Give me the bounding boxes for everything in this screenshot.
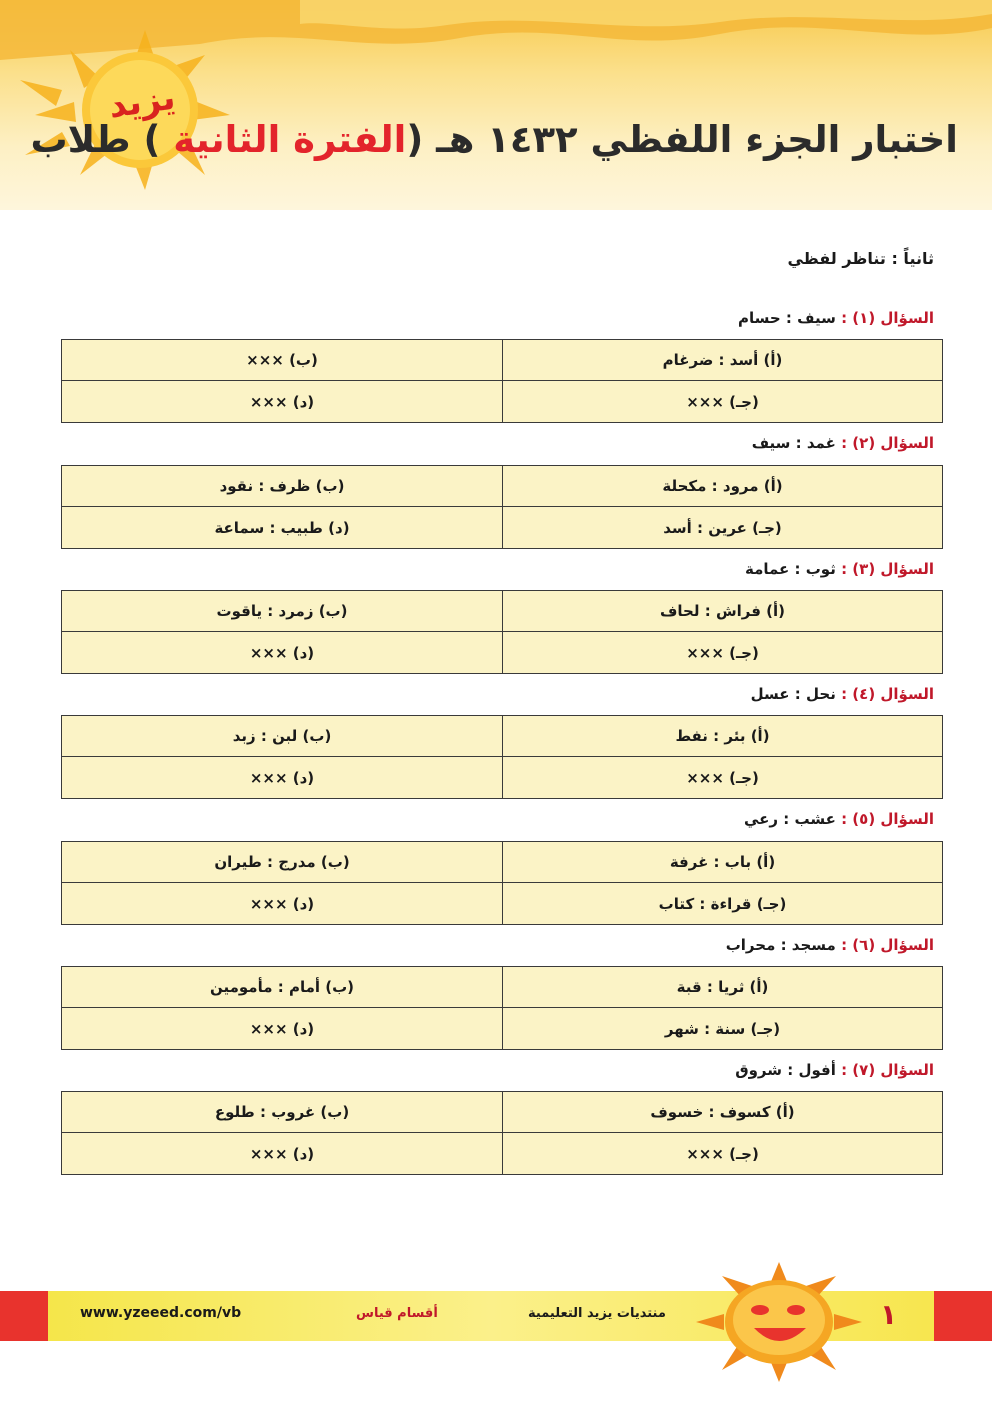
question-label: السؤال (٧) : (841, 1061, 934, 1079)
footer-forum-label: منتديات يزيد التعليمية (528, 1306, 666, 1321)
option-c[interactable]: (جـ) ××× (502, 757, 942, 798)
question-6-options (61, 966, 943, 1050)
section-title: ثانياً : تناظر لفظي (787, 249, 934, 268)
option-a[interactable]: (أ) أسد : ضرغام (502, 340, 942, 381)
option-c[interactable]: (جـ) عرين : أسد (502, 507, 942, 548)
question-stem: سيف : حسام (737, 309, 836, 327)
option-d[interactable]: (د) ××× (249, 643, 315, 662)
option-c[interactable]: (جـ) ××× (502, 632, 942, 673)
question-6-heading (726, 936, 934, 954)
question-4-heading (751, 685, 934, 703)
option-c[interactable]: (جـ) ××× (502, 1133, 942, 1174)
option-a[interactable]: (أ) فراش : لحاف (502, 591, 942, 632)
question-5-options (61, 841, 943, 925)
page-number: ١ (880, 1298, 898, 1331)
option-d[interactable]: (د) ××× (249, 894, 315, 913)
question-label: السؤال (٣) : (841, 560, 934, 578)
question-stem: غمد : سيف (751, 434, 836, 452)
option-a[interactable]: (أ) مرود : مكحلة (502, 466, 942, 507)
option-b[interactable]: (ب) ظرف : نقود (62, 466, 502, 507)
option-b[interactable]: (ب) أمام : مأمومين (62, 967, 502, 1008)
title-highlight: الفترة الثانية (173, 118, 407, 161)
question-5-heading (744, 810, 934, 828)
option-d[interactable]: (د) ××× (249, 1019, 315, 1038)
question-1-options (61, 339, 943, 423)
footer-section-label: أقسام قياس (356, 1306, 438, 1321)
option-d[interactable]: (د) ××× (249, 392, 315, 411)
question-stem: أفول : شروق (735, 1061, 836, 1079)
question-3-options (61, 590, 943, 674)
question-1-heading (738, 309, 934, 327)
option-b[interactable]: (ب) ××× (62, 340, 502, 381)
option-a[interactable]: (أ) باب : غرفة (502, 842, 942, 883)
question-label: السؤال (٥) : (841, 810, 934, 828)
option-b[interactable]: (ب) غروب : طلوع (62, 1092, 502, 1133)
option-c[interactable]: (جـ) سنة : شهر (502, 1008, 942, 1049)
question-7-options (61, 1091, 943, 1175)
option-c[interactable]: (جـ) ××× (502, 381, 942, 422)
question-label: السؤال (٢) : (841, 434, 934, 452)
page-header (0, 0, 992, 210)
question-2-options (61, 465, 943, 549)
question-stem: مسجد : محراب (725, 936, 836, 954)
option-d[interactable]: (د) ××× (249, 1144, 315, 1163)
footer-url-link[interactable]: www.yzeeed.com/vb (80, 1305, 242, 1321)
question-7-heading (735, 1061, 934, 1079)
question-label: السؤال (٦) : (841, 936, 934, 954)
question-label: السؤال (١) : (841, 309, 934, 327)
option-d[interactable]: (د) طبيب : سماعة (214, 518, 350, 537)
option-a[interactable]: (أ) كسوف : خسوف (502, 1092, 942, 1133)
option-c[interactable]: (جـ) قراءة : كتاب (502, 883, 942, 924)
option-b[interactable]: (ب) مدرج : طيران (62, 842, 502, 883)
question-stem: عشب : رعي (743, 810, 836, 828)
logo-text: يزيد (106, 77, 178, 127)
question-stem: نحل : عسل (750, 685, 836, 703)
option-b[interactable]: (ب) لبن : زبد (62, 716, 502, 757)
option-d[interactable]: (د) ××× (249, 768, 315, 787)
question-stem: ثوب : عمامة (744, 560, 836, 578)
page-title: اختبار الجزء اللفظي ١٤٣٢ هـ (الفترة الثانية ) طلاب (30, 118, 958, 161)
option-b[interactable]: (ب) زمرد : ياقوت (62, 591, 502, 632)
question-3-heading (745, 560, 934, 578)
footer-sun-icon (696, 1262, 862, 1382)
question-4-options (61, 715, 943, 799)
question-2-heading (752, 434, 934, 452)
option-a[interactable]: (أ) ثريا : قبة (502, 967, 942, 1008)
option-a[interactable]: (أ) بئر : نفط (502, 716, 942, 757)
question-label: السؤال (٤) : (841, 685, 934, 703)
